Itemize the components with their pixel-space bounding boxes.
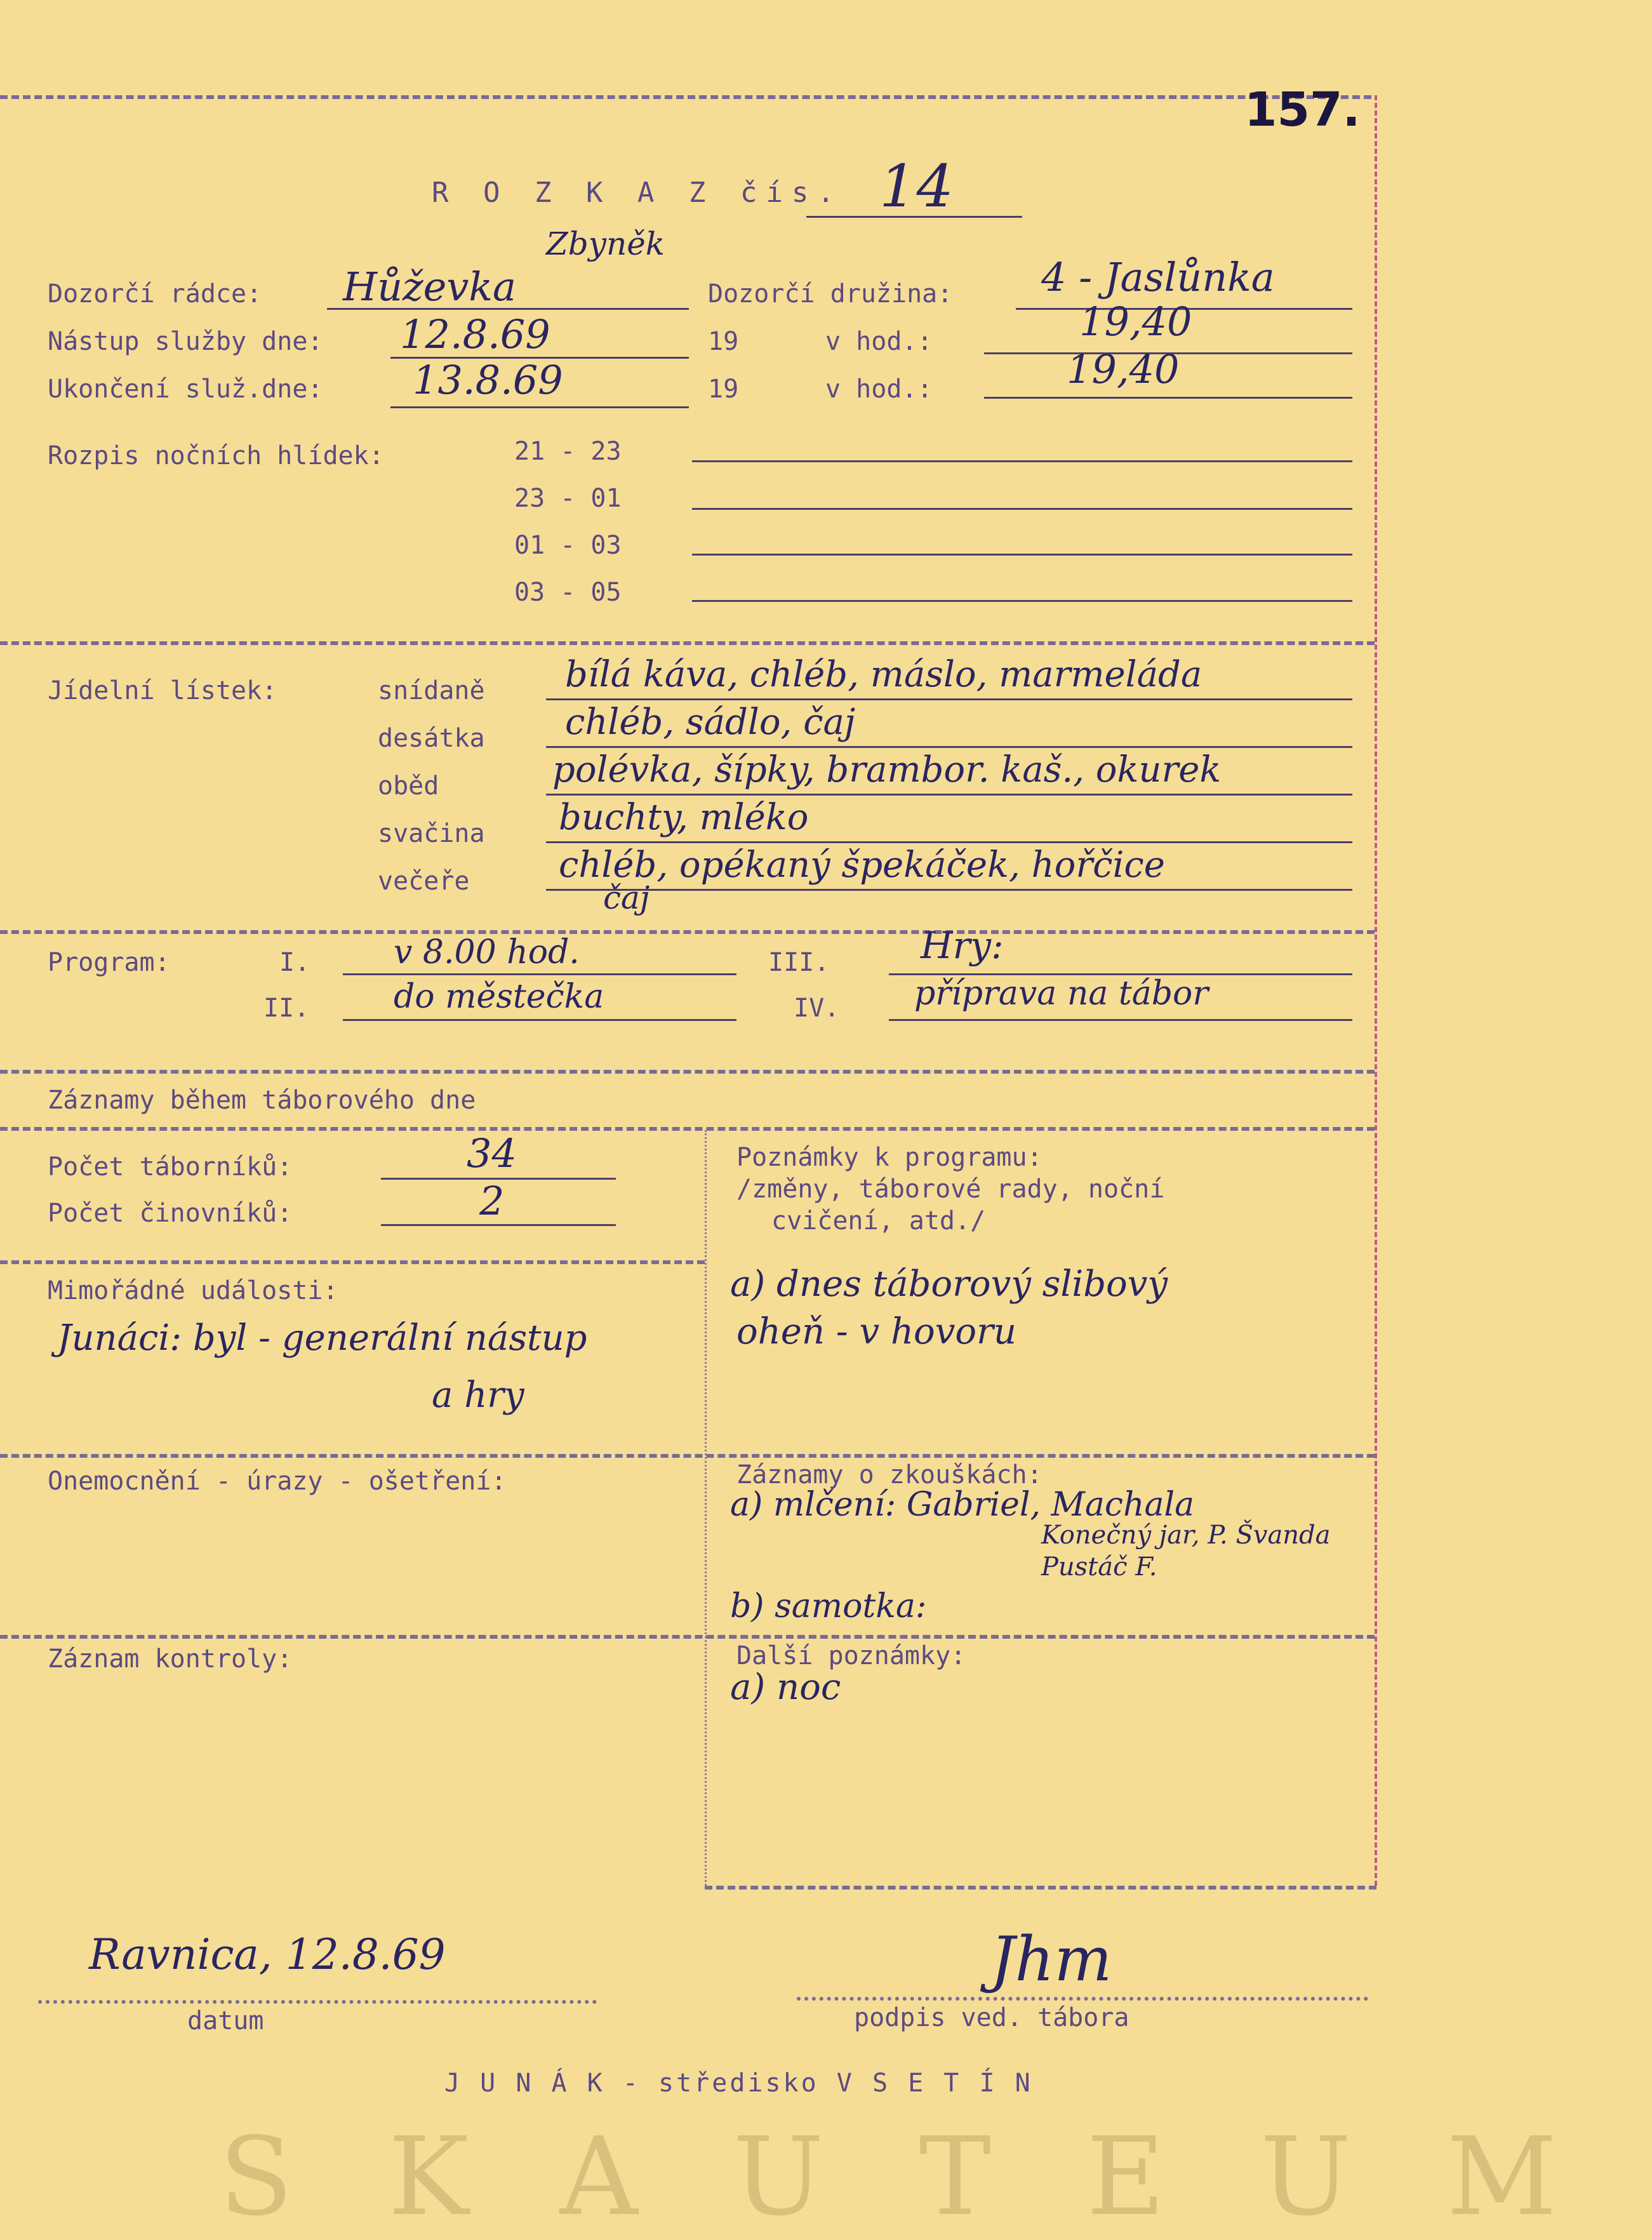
dozorci-radce-value: Hůževka (343, 263, 516, 310)
menu-line-3 (546, 794, 1352, 796)
ukonceni-hod-label: v hod.: (825, 375, 933, 404)
watermark: SKAUTEUM (219, 2114, 1652, 2240)
ukonceni-label: Ukončení služ.dne: (48, 375, 323, 404)
page-number: 157. (1244, 83, 1361, 137)
program-III-value: Hry: (921, 924, 1004, 967)
pocet-cinovnik-value: 2 (479, 1178, 505, 1224)
pocet-cinovnik-line (381, 1224, 616, 1226)
mimoradne-value1: Junáci: byl - generální nástup (57, 1317, 587, 1359)
hlidka-time-1: 21 - 23 (514, 437, 622, 466)
menu-item-5-name: večeře (378, 867, 470, 896)
poznamky-program-label: Poznámky k programu: (736, 1143, 1042, 1172)
ukonceni-year: 19 (708, 375, 739, 404)
program-IV-value: příprava na tábor (914, 975, 1209, 1013)
datum-label: datum (187, 2006, 264, 2036)
podpis-line (797, 1997, 1368, 2001)
section-divider-7 (0, 1635, 1375, 1639)
zkousky-value1: a) mlčení: Gabriel, Machala (730, 1486, 1195, 1524)
frame-bottom-line (705, 1886, 1376, 1890)
nastup-hod-label: v hod.: (825, 327, 933, 356)
poznamky-program-value1: a) dnes táborový slibový (730, 1263, 1168, 1305)
dalsi-value: a) noc (730, 1667, 841, 1708)
menu-item-4-value: buchty, mléko (559, 797, 809, 838)
menu-item-1-value: bílá káva, chléb, máslo, marmeláda (565, 654, 1202, 695)
column-divider (705, 1130, 707, 1886)
dozorci-radce-line (327, 308, 689, 310)
section-divider-3 (0, 1070, 1375, 1074)
poznamky-program-sub1: /změny, táborové rady, noční (736, 1175, 1165, 1204)
ukonceni-value: 13.8.69 (413, 357, 563, 403)
hlidka-time-3: 01 - 03 (514, 531, 622, 560)
frame-top-line (0, 95, 1371, 99)
kontroly-label: Záznam kontroly: (48, 1644, 293, 1674)
ukonceni-hod-line (984, 397, 1352, 399)
signature: Jhm (990, 1924, 1112, 1995)
section-divider-4 (0, 1127, 1375, 1131)
pocet-tabornik-label: Počet táborníků: (48, 1152, 293, 1182)
nastup-year: 19 (708, 327, 739, 356)
menu-line-4 (546, 841, 1352, 843)
program-II-line (343, 1019, 736, 1021)
menu-extra-value: čaj (603, 879, 650, 916)
program-IV-line (889, 1019, 1352, 1021)
onemocneni-label: Onemocnění - úrazy - ošetření: (48, 1467, 507, 1496)
ukonceni-hod-value: 19,40 (1067, 346, 1180, 392)
menu-item-1-name: snídaně (378, 676, 485, 705)
program-I-label: I. (279, 948, 310, 977)
menu-line-5 (546, 889, 1352, 891)
mimoradne-label: Mimořádné události: (48, 1276, 338, 1305)
mimoradne-value2: a hry (432, 1375, 524, 1416)
hlidka-time-4: 03 - 05 (514, 578, 622, 607)
section-divider-1 (0, 641, 1375, 645)
frame-right-line (1375, 95, 1377, 1886)
hlidka-line-2 (692, 508, 1352, 510)
zkousky-value3: Pustáč F. (1041, 1552, 1157, 1582)
menu-line-1 (546, 698, 1352, 700)
zaznamy-dne-label: Záznamy během táborového dne (48, 1086, 476, 1115)
program-IV-label: IV. (794, 994, 840, 1023)
section-divider-2 (0, 930, 1375, 934)
hlidka-time-2: 23 - 01 (514, 484, 622, 513)
pocet-cinovnik-label: Počet činovníků: (48, 1199, 293, 1228)
zkousky-label: Záznamy o zkouškách: (736, 1460, 1042, 1490)
poznamky-program-sub2: cvičení, atd./ (771, 1206, 986, 1236)
place-date: Ravnica, 12.8.69 (89, 1930, 446, 1979)
ukonceni-line (390, 406, 689, 408)
program-label: Program: (48, 948, 170, 977)
poznamky-program-value2: oheň - v hovoru (736, 1311, 1016, 1352)
org-footer: J U N Á K - středisko V S E T Í N (444, 2069, 1033, 2098)
program-I-value: v 8.00 hod. (394, 933, 580, 971)
dalsi-label: Další poznámky: (736, 1641, 966, 1670)
section-divider-5 (0, 1260, 705, 1264)
dozorci-radce-name: Zbyněk (546, 225, 665, 262)
dozorci-druzina-label: Dozorčí družina: (708, 279, 953, 309)
nastup-label: Nástup služby dne: (48, 327, 323, 356)
menu-item-4-name: svačina (378, 819, 485, 848)
podpis-label: podpis ved. tábora (854, 2003, 1129, 2032)
section-divider-6 (0, 1454, 1375, 1458)
menu-item-3-name: oběd (378, 771, 439, 801)
dozorci-radce-label: Dozorčí rádce: (48, 279, 262, 309)
menu-item-3-value: polévka, šípky, brambor. kaš., okurek (552, 749, 1222, 790)
zkousky-value4: b) samotka: (730, 1587, 927, 1625)
dozorci-druzina-value: 4 - Jaslůnka (1041, 254, 1275, 300)
menu-line-2 (546, 746, 1352, 748)
zkousky-value2: Konečný jar, P. Švanda (1041, 1521, 1331, 1550)
order-number: 14 (879, 152, 954, 220)
program-II-value: do městečka (394, 978, 604, 1016)
hlidka-line-1 (692, 460, 1352, 462)
hlidka-line-3 (692, 554, 1352, 556)
hlidky-label: Rozpis nočních hlídek: (48, 441, 384, 470)
menu-label: Jídelní lístek: (48, 676, 277, 705)
menu-item-2-name: desátka (378, 724, 485, 753)
program-II-label: II. (263, 994, 310, 1023)
program-I-line (343, 973, 736, 975)
order-title: R O Z K A Z čís. (432, 177, 843, 209)
datum-line (38, 2000, 597, 2004)
nastup-hod-value: 19,40 (1079, 298, 1192, 345)
menu-item-5-value: chléb, opékaný špekáček, hořčice (559, 844, 1165, 886)
hlidka-line-4 (692, 600, 1352, 602)
program-III-label: III. (768, 948, 830, 977)
nastup-value: 12.8.69 (400, 311, 550, 357)
program-III-line (889, 973, 1352, 975)
menu-item-2-value: chléb, sádlo, čaj (565, 702, 856, 743)
pocet-tabornik-value: 34 (467, 1130, 517, 1177)
